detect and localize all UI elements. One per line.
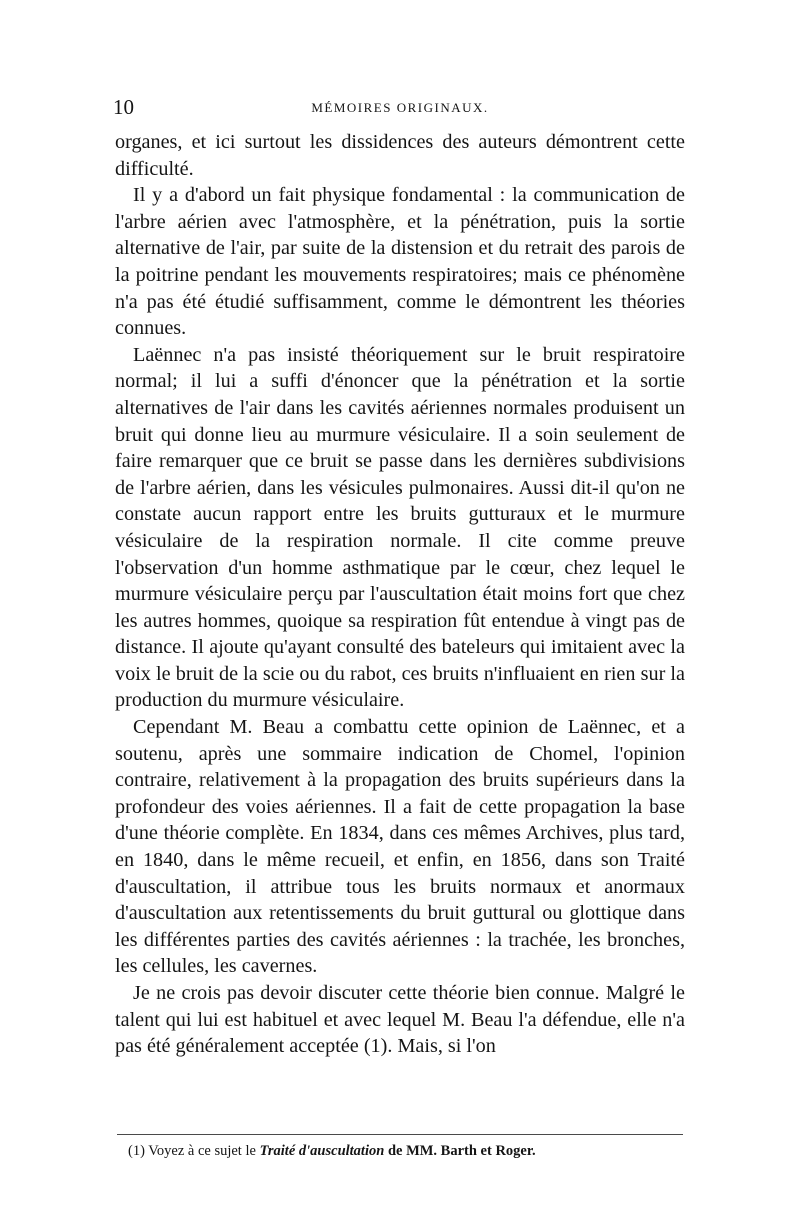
paragraph-1: organes, et ici surtout les dissidences des auteurs démontrent cette difficulté. <box>115 131 685 180</box>
running-head <box>113 96 687 118</box>
footnote-title: Traité d'auscultation <box>259 1143 385 1159</box>
footnote <box>128 1141 688 1161</box>
footnote-text: Voyez à ce sujet le <box>148 1143 256 1159</box>
footnote-authors: de MM. Barth et Roger. <box>387 1143 536 1159</box>
paragraph-4: Cependant M. Beau a combattu cette opinion de Laënnec, et a soutenu, après une sommaire indication de Chomel, l'opinion contraire, relativement à la propagation des bruits supérieurs dans la profondeur des voies aériennes. Il a fait de cette propagation la base d'une théorie complète. En 1834, dans ces mêmes Archives, plus tard, en 1840, dans le même recueil, et enfin, en 1856, dans son Traité d'auscultation, il attribue tous les bruits normaux et anormaux d'auscultation aux retentissements du bruit guttural ou glottique dans les différentes parties des cavités aériennes : la trachée, les bronches, les cellules, les cavernes. <box>115 716 685 978</box>
paragraph-5: Je ne crois pas devoir discuter cette théorie bien connue. Malgré le talent qui lui est habituel et avec lequel M. Beau l'a défendue, elle n'a pas été généralement acceptée (1). Mais, si l'on <box>115 982 685 1058</box>
running-title: MÉMOIRES ORIGINAUX. <box>311 100 489 115</box>
page-number: 10 <box>113 95 134 119</box>
footnote-number: (1) <box>128 1143 145 1159</box>
paragraph-2: Il y a d'abord un fait physique fondamental : la communication de l'arbre aérien avec l'atmosphère, et la pénétration, puis la sortie alternative de l'air, par suite de la distension et du retrait des parois de la poitrine pendant les mouvements respiratoires; mais ce phénomène n'a pas été étudié suffisamment, comme le démontrent les théories connues. <box>115 184 685 340</box>
body-text <box>115 129 685 1060</box>
footnote-divider <box>117 1134 683 1135</box>
paragraph-3: Laënnec n'a pas insisté théoriquement sur le bruit respiratoire normal; il lui a suffi d'énoncer que la pénétration et la sortie alternatives de l'air dans les cavités aériennes normales produisent un bruit qui donne lieu au murmure vésiculaire. Il a soin seulement de faire remarquer que ce bruit se passe dans les dernières subdivisions de l'arbre aérien, dans les vésicules pulmonaires. Aussi dit-il qu'on ne constate aucun rapport entre les bruits gutturaux et le murmure vésiculaire de la respiration normale. Il cite comme preuve l'observation d'un homme asthmatique par le cœur, chez lequel le murmure vésiculaire perçu par l'auscultation était moins fort que chez les autres hommes, quoique sa respiration fût entendue à vingt pas de distance. Il ajoute qu'ayant consulté des bateleurs qui imitaient avec la voix le bruit de la scie ou du rabot, ces bruits n'influaient en rien sur la production du murmure vésiculaire. <box>115 343 685 712</box>
